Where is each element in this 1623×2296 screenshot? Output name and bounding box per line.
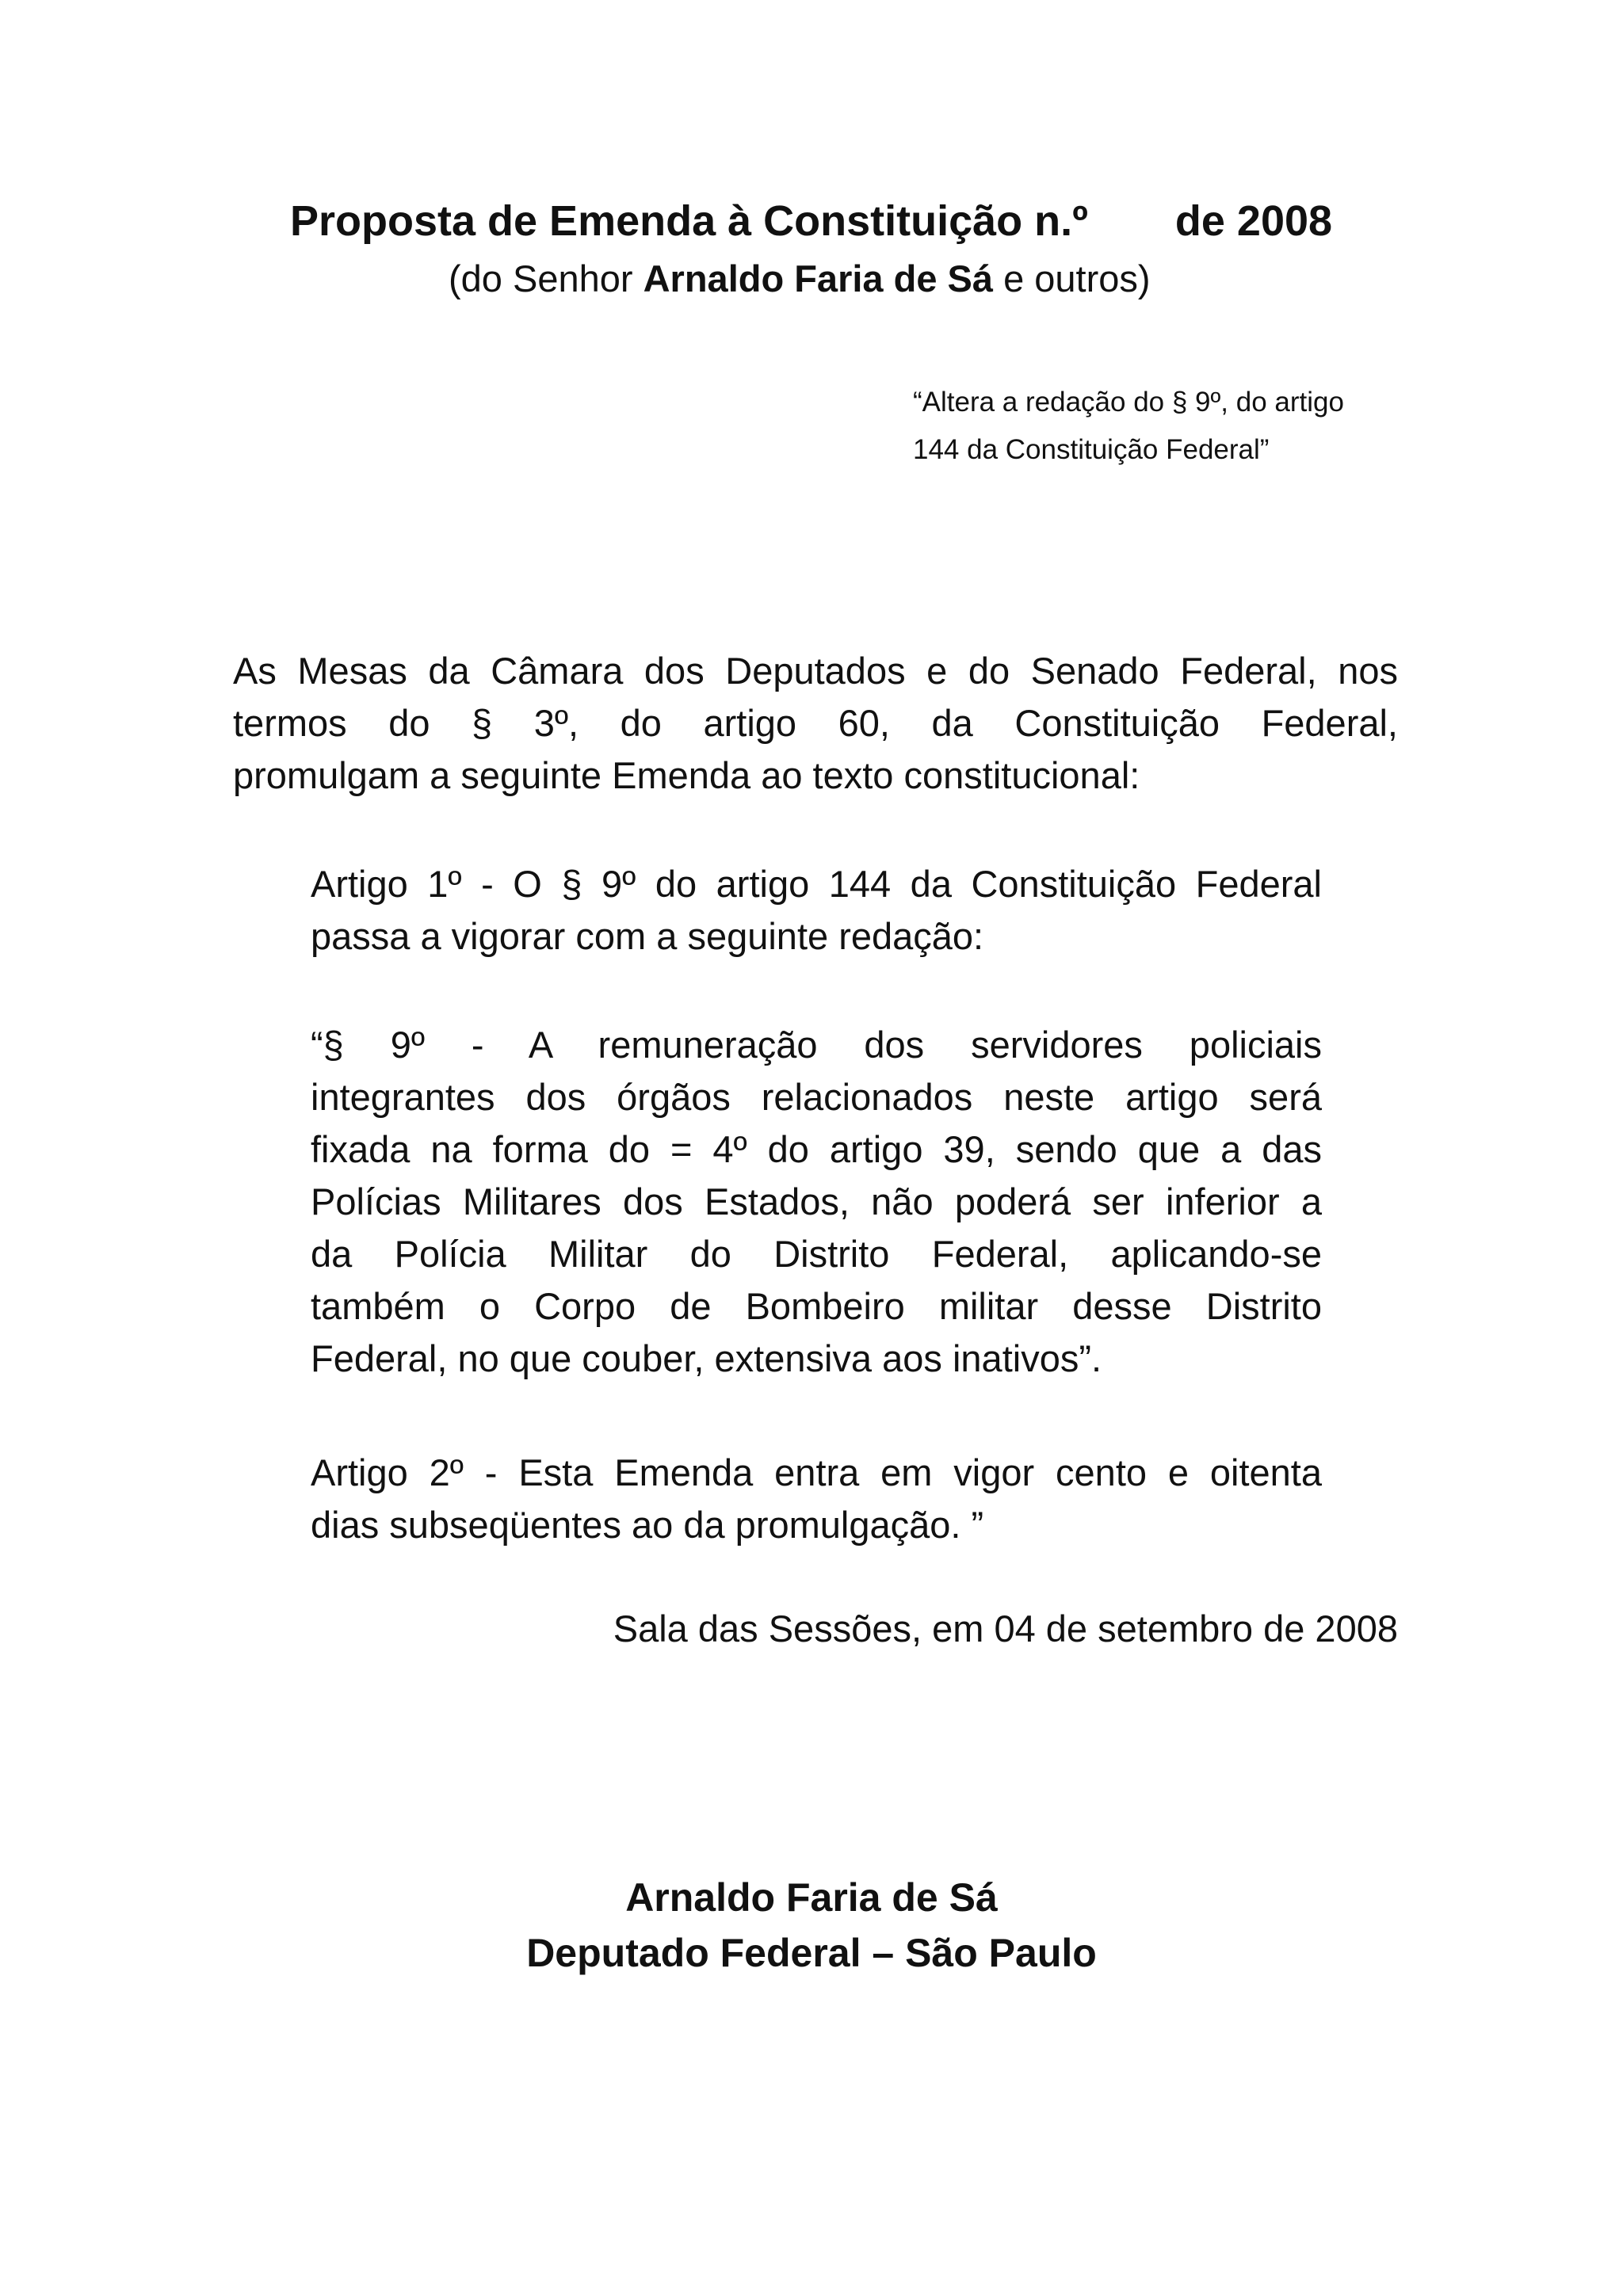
new-text-line: fixada na forma do = 4º do artigo 39, sendo que a das <box>311 1128 1322 1170</box>
subtitle-author: Arnaldo Faria de Sá <box>643 257 994 299</box>
article-1-line: passa a vigorar com a seguinte redação: <box>311 915 984 957</box>
new-text-line: da Polícia Militar do Distrito Federal, aplicando-se <box>311 1233 1322 1275</box>
place-and-date: Sala das Sessões, em 04 de setembro de 2008 <box>613 1608 1398 1650</box>
intro-paragraph <box>233 645 1398 802</box>
article-2-line: Artigo 2º - Esta Emenda entra em vigor cento e oitenta <box>311 1451 1322 1493</box>
new-text-line: integrantes dos órgãos relacionados neste artigo será <box>311 1076 1322 1118</box>
ementa-line: 144 da Constituição Federal” <box>913 434 1270 465</box>
article-1-line: Artigo 1º - O § 9º do artigo 144 da Constituição Federal <box>311 863 1322 905</box>
subtitle-suffix: e outros) <box>993 257 1151 299</box>
document-title <box>290 196 1352 246</box>
new-text-line: “§ 9º - A remuneração dos servidores policiais <box>311 1024 1322 1066</box>
article-1 <box>311 858 1322 963</box>
signature-role: Deputado Federal – São Paulo <box>526 1931 1097 1975</box>
intro-line: termos do § 3º, do artigo 60, da Constituição Federal, <box>233 702 1398 744</box>
signature-name: Arnaldo Faria de Sá <box>625 1875 998 1920</box>
document-subtitle <box>449 257 1151 300</box>
subtitle-prefix: (do Senhor <box>449 257 643 299</box>
ementa-line: “Altera a redação do § 9º, do artigo <box>913 387 1344 418</box>
new-text-line: Polícias Militares dos Estados, não poderá ser inferior a <box>311 1180 1322 1222</box>
title-main: Proposta de Emenda à Constituição n.º <box>290 197 1088 245</box>
intro-line: promulgam a seguinte Emenda ao texto constitucional: <box>233 754 1140 796</box>
article-2 <box>311 1447 1322 1551</box>
ementa <box>913 379 1420 474</box>
article-1-new-text <box>311 1019 1322 1385</box>
new-text-line: Federal, no que couber, extensiva aos inativos”. <box>311 1337 1102 1379</box>
intro-line: As Mesas da Câmara dos Deputados e do Senado Federal, nos <box>233 650 1398 692</box>
article-2-line: dias subseqüentes ao da promulgação. ” <box>311 1504 984 1546</box>
new-text-line: também o Corpo de Bombeiro militar desse Distrito <box>311 1285 1322 1327</box>
title-year: de 2008 <box>1174 197 1333 245</box>
